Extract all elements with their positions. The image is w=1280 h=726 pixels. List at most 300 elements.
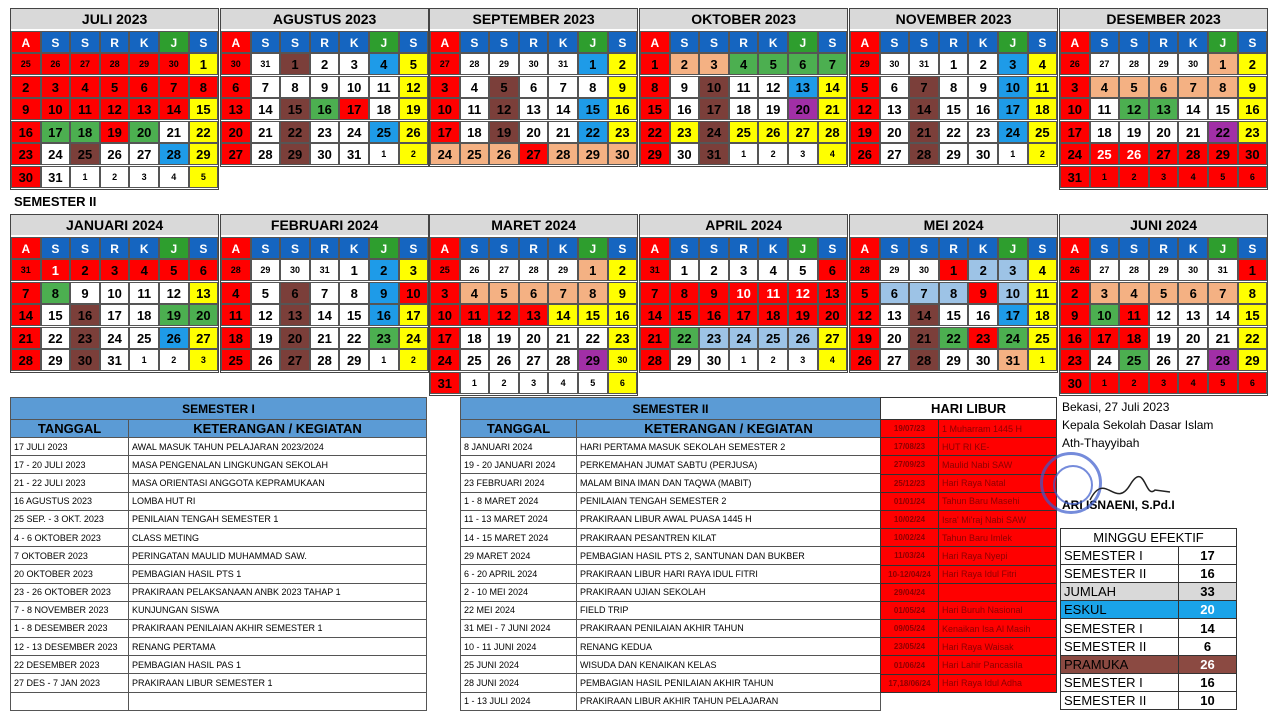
effective-label: SEMESTER II [1061,637,1179,655]
day-cell: 30 [519,53,549,75]
day-cell: 25 [729,121,759,143]
day-cell: 25 [70,143,100,165]
day-cell: 14 [1178,98,1208,120]
holiday-date: 19/07/23 [881,420,939,438]
day-cell: 26 [758,121,788,143]
day-header: R [519,31,549,53]
day-cell: 17 [998,304,1028,326]
day-cell: 28 [909,143,939,165]
table-cell: PERINGATAN MAULID MUHAMMAD SAW. [129,547,427,565]
day-cell: 20 [129,121,159,143]
day-cell: 6 [1238,372,1268,394]
day-cell: 26 [41,53,71,75]
day-cell: 25 [1090,143,1120,165]
day-cell: 6 [1149,76,1179,98]
day-cell: 27 [818,327,848,349]
month-februari-2024 [220,214,429,373]
day-cell: 18 [460,327,490,349]
holiday-name: Hari Lahir Pancasila [939,656,1057,674]
day-cell: 2 [369,259,399,281]
day-cell: 12 [788,282,818,304]
semester-1-title: SEMESTER I [11,398,427,420]
day-cell: 10 [41,98,71,120]
day-header: S [189,31,219,53]
day-cell: 15 [189,98,219,120]
holiday-row [881,492,1057,510]
day-cell: 30 [608,349,638,371]
table-cell: PEMBAGIAN HASIL PAS 1 [129,656,427,674]
holiday-date: 10/02/24 [881,510,939,528]
effective-weeks-title: MINGGU EFEKTIF [1061,529,1237,547]
effective-label: SEMESTER II [1061,691,1179,709]
day-cell: 12 [100,98,130,120]
day-cell: 14 [909,98,939,120]
day-cell: 5 [489,76,519,98]
day-cell: 25 [11,53,41,75]
effective-value: 33 [1179,583,1237,601]
day-cell: 19 [850,121,880,143]
day-cell: 10 [1060,98,1090,120]
day-cell: 26 [1060,259,1090,281]
day-cell: 16 [1238,98,1268,120]
table-cell: HARI PERTAMA MASUK SEKOLAH SEMESTER 2 [577,438,881,456]
day-cell: 24 [998,121,1028,143]
day-cell: 19 [1149,327,1179,349]
holiday-table [880,397,1057,693]
day-cell: 29 [251,259,281,281]
day-cell: 22 [1238,327,1268,349]
day-cell: 5 [251,282,281,304]
day-cell: 19 [1119,121,1149,143]
day-cell: 17 [430,327,460,349]
day-header: A [850,237,880,259]
day-cell: 5 [1208,166,1238,188]
day-header: S [189,237,219,259]
day-cell: 20 [880,121,910,143]
day-cell: 6 [880,76,910,98]
day-cell: 1 [670,259,700,281]
holiday-row [881,420,1057,438]
day-cell: 13 [818,282,848,304]
table-cell: 17 JULI 2023 [11,438,129,456]
day-cell: 15 [939,98,969,120]
day-cell: 26 [850,143,880,165]
day-cell: 7 [310,282,340,304]
day-cell: 25 [430,259,460,281]
day-cell: 8 [939,76,969,98]
day-cell: 21 [909,121,939,143]
day-cell: 29 [670,349,700,371]
semester-ii-label: SEMESTER II [14,194,97,209]
table-cell: 1 - 13 JULI 2024 [461,692,577,710]
day-cell: 18 [70,121,100,143]
month-title: OKTOBER 2023 [640,9,847,29]
day-cell: 2 [968,53,998,75]
day-cell: 4 [818,143,848,165]
day-cell: 27 [489,259,519,281]
table-row [11,474,427,492]
day-cell: 26 [1060,53,1090,75]
month-title: MARET 2024 [430,215,637,235]
day-cell: 29 [41,349,71,371]
month-juni-2024 [1059,214,1268,396]
day-cell: 7 [818,53,848,75]
day-cell: 25 [758,327,788,349]
day-header: S [280,237,310,259]
day-header: A [1060,31,1090,53]
month-januari-2024 [10,214,219,373]
month-november-2023 [849,8,1058,167]
day-cell: 2 [699,259,729,281]
day-header: S [41,237,71,259]
effective-weeks-table [1060,528,1237,710]
day-cell: 27 [70,53,100,75]
holiday-name: 1 Muharram 1445 H [939,420,1057,438]
day-cell: 10 [699,76,729,98]
day-header: S [460,31,490,53]
day-cell: 1 [578,259,608,281]
holiday-name: HUT RI KE- [939,438,1057,456]
day-cell: 10 [339,76,369,98]
day-cell: 29 [578,349,608,371]
holiday-date: 11/03/24 [881,547,939,565]
day-cell: 12 [758,76,788,98]
holiday-row [881,529,1057,547]
role-line-1: Kepala Sekolah Dasar Islam [1062,418,1214,432]
day-cell: 18 [129,304,159,326]
day-cell: 8 [1208,76,1238,98]
day-cell: 27 [1178,349,1208,371]
day-cell: 13 [1178,304,1208,326]
effective-row [1061,619,1237,637]
day-cell: 27 [1090,53,1120,75]
day-cell: 26 [100,143,130,165]
table-cell: 16 AGUSTUS 2023 [11,492,129,510]
table-cell: 20 OKTOBER 2023 [11,565,129,583]
day-cell: 22 [189,121,219,143]
day-cell: 11 [1119,304,1149,326]
day-header: S [1090,31,1120,53]
day-cell: 14 [310,304,340,326]
principal-name: ARI ISNAENI, S.Pd.I [1062,498,1175,512]
table-row [461,438,881,456]
day-cell: 14 [640,304,670,326]
day-header: K [968,31,998,53]
holiday-date: 09/05/24 [881,620,939,638]
day-cell: 16 [670,98,700,120]
day-header: S [489,237,519,259]
day-cell: 24 [41,143,71,165]
day-header: A [11,237,41,259]
day-cell: 26 [251,349,281,371]
day-cell: 29 [1208,143,1238,165]
day-cell: 20 [519,327,549,349]
month-maret-2024 [429,214,638,396]
day-cell: 7 [251,76,281,98]
day-cell: 8 [578,76,608,98]
holiday-row [881,620,1057,638]
day-cell: 27 [189,327,219,349]
day-cell: 6 [608,372,638,394]
day-cell: 28 [159,143,189,165]
day-cell: 22 [280,121,310,143]
day-header: S [909,31,939,53]
holiday-row [881,601,1057,619]
day-cell: 18 [1119,327,1149,349]
day-cell: 12 [850,98,880,120]
month-title: AGUSTUS 2023 [221,9,428,29]
day-cell: 16 [11,121,41,143]
holiday-name: Maulid Nabi SAW [939,456,1057,474]
table-cell: 31 MEI - 7 JUNI 2024 [461,619,577,637]
day-cell: 19 [251,327,281,349]
holiday-name [939,583,1057,601]
day-cell: 21 [818,98,848,120]
day-cell: 6 [880,282,910,304]
day-cell: 11 [1028,282,1058,304]
day-cell: 23 [968,121,998,143]
effective-label: ESKUL [1061,601,1179,619]
table-cell: PRAKIRAAN LIBUR SEMESTER 1 [129,674,427,692]
day-cell: 15 [1238,304,1268,326]
day-cell: 24 [699,121,729,143]
day-cell: 30 [70,349,100,371]
day-cell: 2 [758,143,788,165]
day-header: K [1178,31,1208,53]
table-cell: 2 - 10 MEI 2024 [461,583,577,601]
day-cell: 19 [489,327,519,349]
day-cell: 27 [1149,143,1179,165]
table-row [461,456,881,474]
day-cell: 4 [1028,259,1058,281]
effective-value: 16 [1179,565,1237,583]
day-header: K [968,237,998,259]
day-cell: 2 [670,53,700,75]
table-cell: PRAKIRAAN PESANTREN KILAT [577,528,881,546]
holiday-date: 17/08/23 [881,438,939,456]
day-header: J [788,31,818,53]
day-cell: 30 [968,143,998,165]
day-cell: 3 [1060,76,1090,98]
day-cell: 27 [280,349,310,371]
day-header: K [129,31,159,53]
day-cell: 31 [909,53,939,75]
day-cell: 9 [968,76,998,98]
day-cell: 21 [548,327,578,349]
day-cell: 2 [399,143,429,165]
effective-value: 14 [1179,619,1237,637]
day-cell: 3 [1149,372,1179,394]
day-cell: 7 [159,76,189,98]
effective-label: JUMLAH [1061,583,1179,601]
day-cell: 20 [1178,327,1208,349]
day-cell: 11 [1090,98,1120,120]
day-cell: 21 [640,327,670,349]
day-header: K [339,31,369,53]
table-row [11,565,427,583]
day-cell: 10 [430,98,460,120]
table-cell: PRAKIRAAN LIBUR AWAL PUASA 1445 H [577,510,881,528]
day-cell: 16 [1060,327,1090,349]
day-cell: 18 [1028,98,1058,120]
table-row [461,583,881,601]
day-cell: 31 [640,259,670,281]
day-cell: 25 [1028,327,1058,349]
table-cell: 25 JUNI 2024 [461,656,577,674]
day-cell: 30 [159,53,189,75]
day-cell: 1 [729,349,759,371]
day-cell: 2 [608,259,638,281]
table-cell: PENILAIAN TENGAH SEMESTER 1 [129,510,427,528]
day-cell: 23 [1238,121,1268,143]
holiday-date: 17,18/06/24 [881,674,939,692]
day-cell: 29 [1149,53,1179,75]
day-cell: 18 [758,304,788,326]
day-cell: 29 [189,143,219,165]
day-cell: 27 [880,143,910,165]
day-cell: 22 [1208,121,1238,143]
table-cell: 23 - 26 OKTOBER 2023 [11,583,129,601]
day-cell: 24 [430,349,460,371]
day-cell: 7 [11,282,41,304]
day-cell: 28 [1119,259,1149,281]
day-cell: 11 [729,76,759,98]
day-cell: 23 [699,327,729,349]
day-cell: 6 [129,76,159,98]
day-cell: 16 [608,304,638,326]
day-cell: 9 [1238,76,1268,98]
day-cell: 11 [70,98,100,120]
day-cell: 26 [489,143,519,165]
day-cell: 3 [129,166,159,188]
day-cell: 4 [221,282,251,304]
day-cell: 6 [280,282,310,304]
effective-label: SEMESTER I [1061,547,1179,565]
day-header: S [280,31,310,53]
day-cell: 22 [578,327,608,349]
day-cell: 17 [399,304,429,326]
month-juli-2023 [10,8,219,190]
day-cell: 21 [159,121,189,143]
day-cell: 16 [310,98,340,120]
table-row [11,492,427,510]
day-cell: 3 [1149,166,1179,188]
day-cell: 28 [1208,349,1238,371]
day-header: J [998,237,1028,259]
day-cell: 15 [339,304,369,326]
table-row [11,601,427,619]
effective-label: PRAMUKA [1061,655,1179,673]
day-cell: 3 [41,76,71,98]
day-cell: 31 [1060,166,1090,188]
col-tanggal: TANGGAL [461,420,577,438]
month-title: FEBRUARI 2024 [221,215,428,235]
day-cell: 2 [310,53,340,75]
day-cell: 14 [159,98,189,120]
table-row [461,510,881,528]
holiday-date: 29/04/24 [881,583,939,601]
holiday-date: 01/01/24 [881,492,939,510]
effective-row [1061,655,1237,673]
effective-label: SEMESTER II [1061,565,1179,583]
day-header: J [788,237,818,259]
day-cell: 28 [310,349,340,371]
effective-label: SEMESTER I [1061,673,1179,691]
day-cell: 17 [100,304,130,326]
day-cell: 18 [221,327,251,349]
table-cell: 19 - 20 JANUARI 2024 [461,456,577,474]
day-cell: 30 [608,143,638,165]
day-cell: 11 [460,304,490,326]
holiday-row [881,638,1057,656]
day-header: S [399,31,429,53]
day-cell: 29 [939,349,969,371]
day-header: S [699,31,729,53]
day-cell: 4 [129,259,159,281]
day-cell: 29 [129,53,159,75]
day-cell: 22 [41,327,71,349]
day-cell: 26 [399,121,429,143]
day-header: S [41,31,71,53]
day-cell: 4 [818,349,848,371]
day-cell: 13 [129,98,159,120]
day-cell: 30 [310,143,340,165]
day-cell: 7 [909,282,939,304]
day-cell: 3 [998,53,1028,75]
day-cell: 19 [399,98,429,120]
day-cell: 2 [399,349,429,371]
effective-row [1061,565,1237,583]
day-cell: 27 [519,143,549,165]
day-cell: 2 [11,76,41,98]
table-row [11,619,427,637]
day-cell: 12 [489,98,519,120]
table-cell: PEMBAGIAN HASIL PTS 2, SANTUNAN DAN BUKBER [577,547,881,565]
day-cell: 12 [251,304,281,326]
day-cell: 30 [1060,372,1090,394]
day-cell: 5 [100,76,130,98]
holiday-name: Tahun Baru Masehi [939,492,1057,510]
col-keterangan: KETERANGAN / KEGIATAN [129,420,427,438]
table-cell: PEMBAGIAN HASIL PTS 1 [129,565,427,583]
table-cell: PRAKIRAAN UJIAN SEKOLAH [577,583,881,601]
day-header: S [1119,237,1149,259]
day-cell: 26 [788,327,818,349]
day-cell: 11 [460,98,490,120]
day-cell: 22 [640,121,670,143]
day-header: S [70,237,100,259]
table-cell: 29 MARET 2024 [461,547,577,565]
day-cell: 1 [70,166,100,188]
table-cell: PERKEMAHAN JUMAT SABTU (PERJUSA) [577,456,881,474]
day-cell: 31 [430,372,460,394]
day-cell: 28 [909,349,939,371]
day-cell: 1 [129,349,159,371]
day-header: R [310,31,340,53]
table-cell: MASA ORIENTASI ANGGOTA KEPRAMUKAAN [129,474,427,492]
table-cell: 25 SEP. - 3 OKT. 2023 [11,510,129,528]
signature-scribble-icon [1085,470,1175,510]
day-cell: 17 [699,98,729,120]
day-cell: 1 [280,53,310,75]
day-header: R [939,31,969,53]
holiday-row [881,456,1057,474]
effective-value: 16 [1179,673,1237,691]
day-cell: 1 [640,53,670,75]
day-cell: 31 [548,53,578,75]
day-header: J [159,31,189,53]
day-cell: 10 [430,304,460,326]
